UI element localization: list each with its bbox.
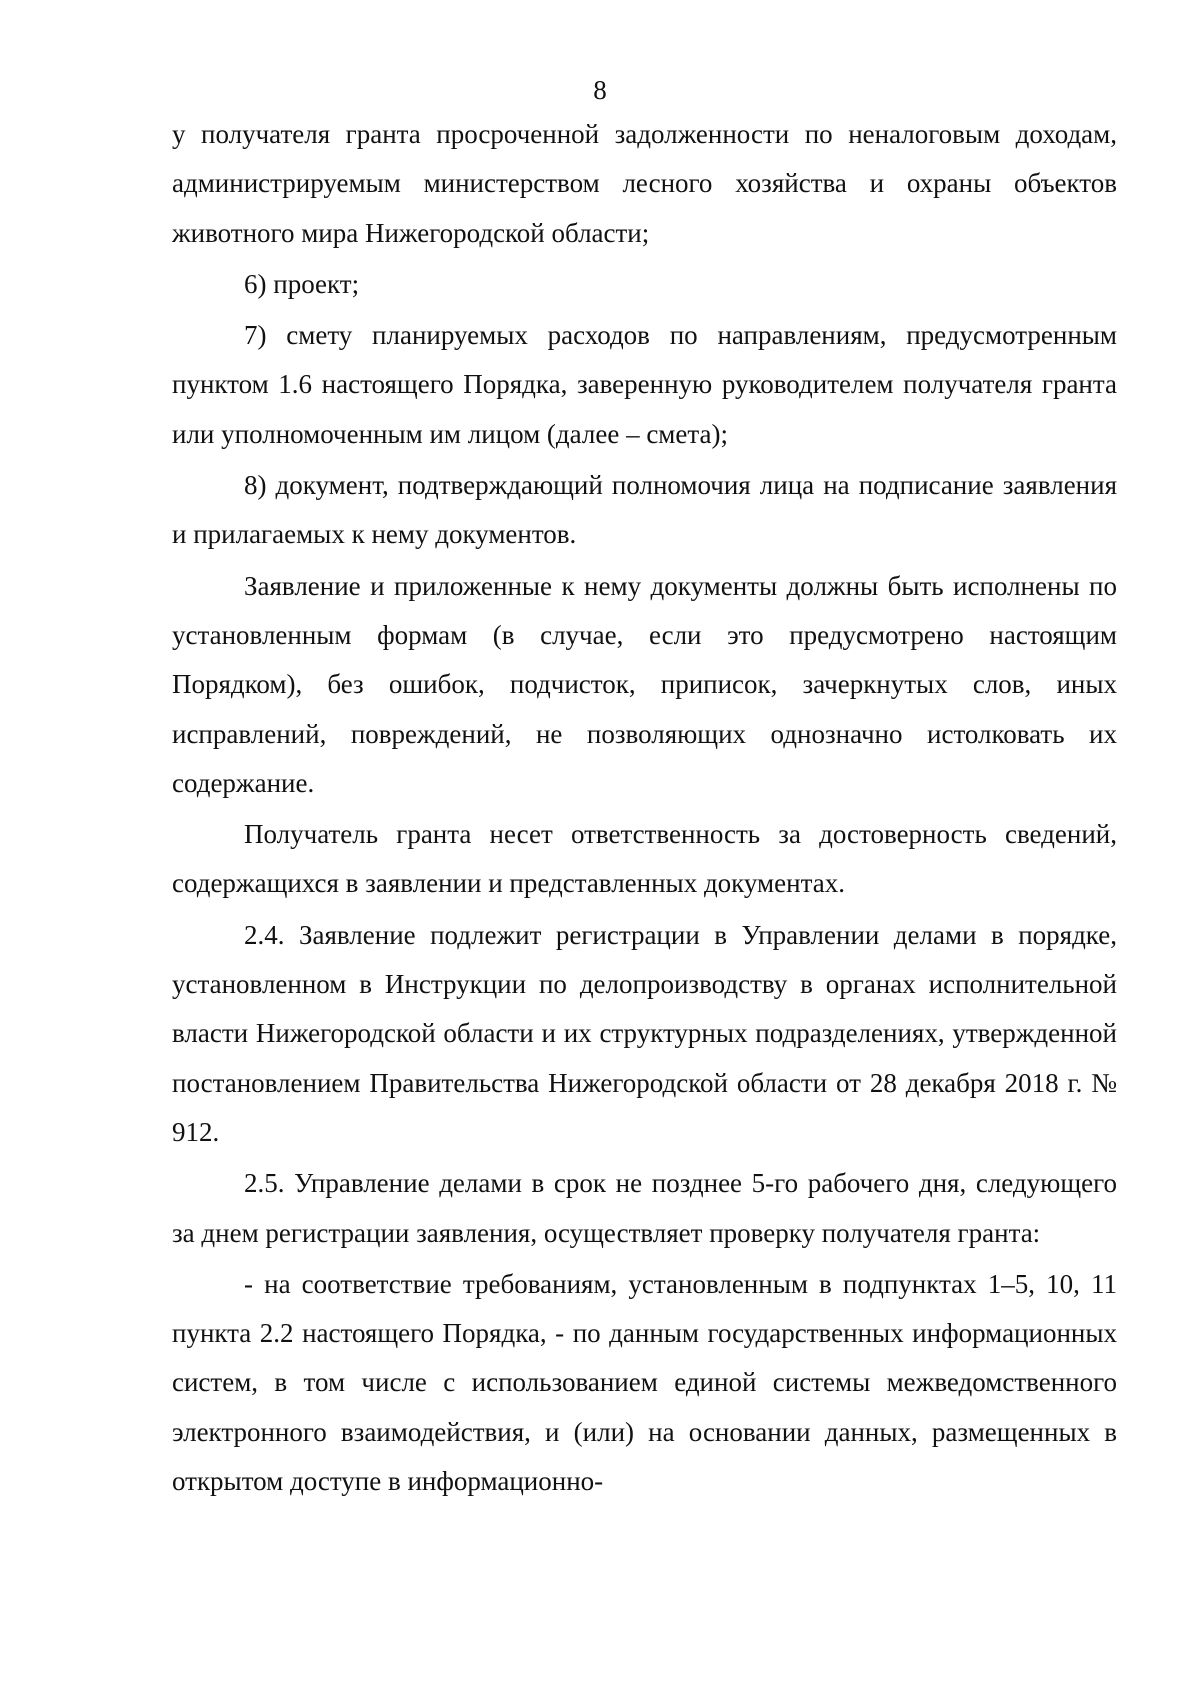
paragraph-responsibility: Получатель гранта несет ответственность за достоверность сведений, содержащихся в заявлении и представленных документах. xyxy=(172,819,1117,899)
paragraph-item-6: 6) проект; xyxy=(244,268,360,299)
paragraph-item-8: 8) документ, подтверждающий полномочия лица на подписание заявления и прилагаемых к нему документов. xyxy=(172,470,1117,550)
paragraph-item-7: 7) смету планируемых расходов по направлениям, предусмотренным пунктом 1.6 настоящего Порядка, заверенную руководителем получателя гранта или уполномоченным им лицом (далее – смета); xyxy=(172,320,1117,449)
paragraph-continuation: у получателя гранта просроченной задолженности по неналоговым доходам, администрируемым министерством лесного хозяйства и охраны объектов животного мира Нижегородской области; xyxy=(172,119,1117,248)
document-body xyxy=(172,110,1117,1508)
paragraph-compliance-check: - на соответствие требованиям, установленным в подпунктах 1–5, 10, 11 пункта 2.2 настоящего Порядка, - по данным государственных информационных систем, в том числе с использованием единой системы межведомственного электронного взаимодействия, и (или) на основании данных, размещенных в открытом доступе в информационно- xyxy=(172,1268,1117,1497)
paragraph-2-4: 2.4. Заявление подлежит регистрации в Управлении делами в порядке, установленном в Инструкции по делопроизводству в органах исполнительной власти Нижегородской области и их структурных подразделениях, утвержденной постановлением Правительства Нижегородской области от 28 декабря 2018 г. № 912. xyxy=(172,919,1117,1147)
paragraph-forms-requirement: Заявление и приложенные к нему документы должны быть исполнены по установленным формам (в случае, если это предусмотрено настоящим Порядком), без ошибок, подчисток, приписок, зачеркнутых слов, иных исправлений, повреждений, не позволяющих однозначно истолковать их содержание. xyxy=(172,570,1117,798)
paragraph-2-5: 2.5. Управление делами в срок не позднее 5-го рабочего дня, следующего за днем регистрации заявления, осуществляет проверку получателя гранта: xyxy=(172,1168,1117,1248)
page-number: 8 xyxy=(593,75,607,105)
